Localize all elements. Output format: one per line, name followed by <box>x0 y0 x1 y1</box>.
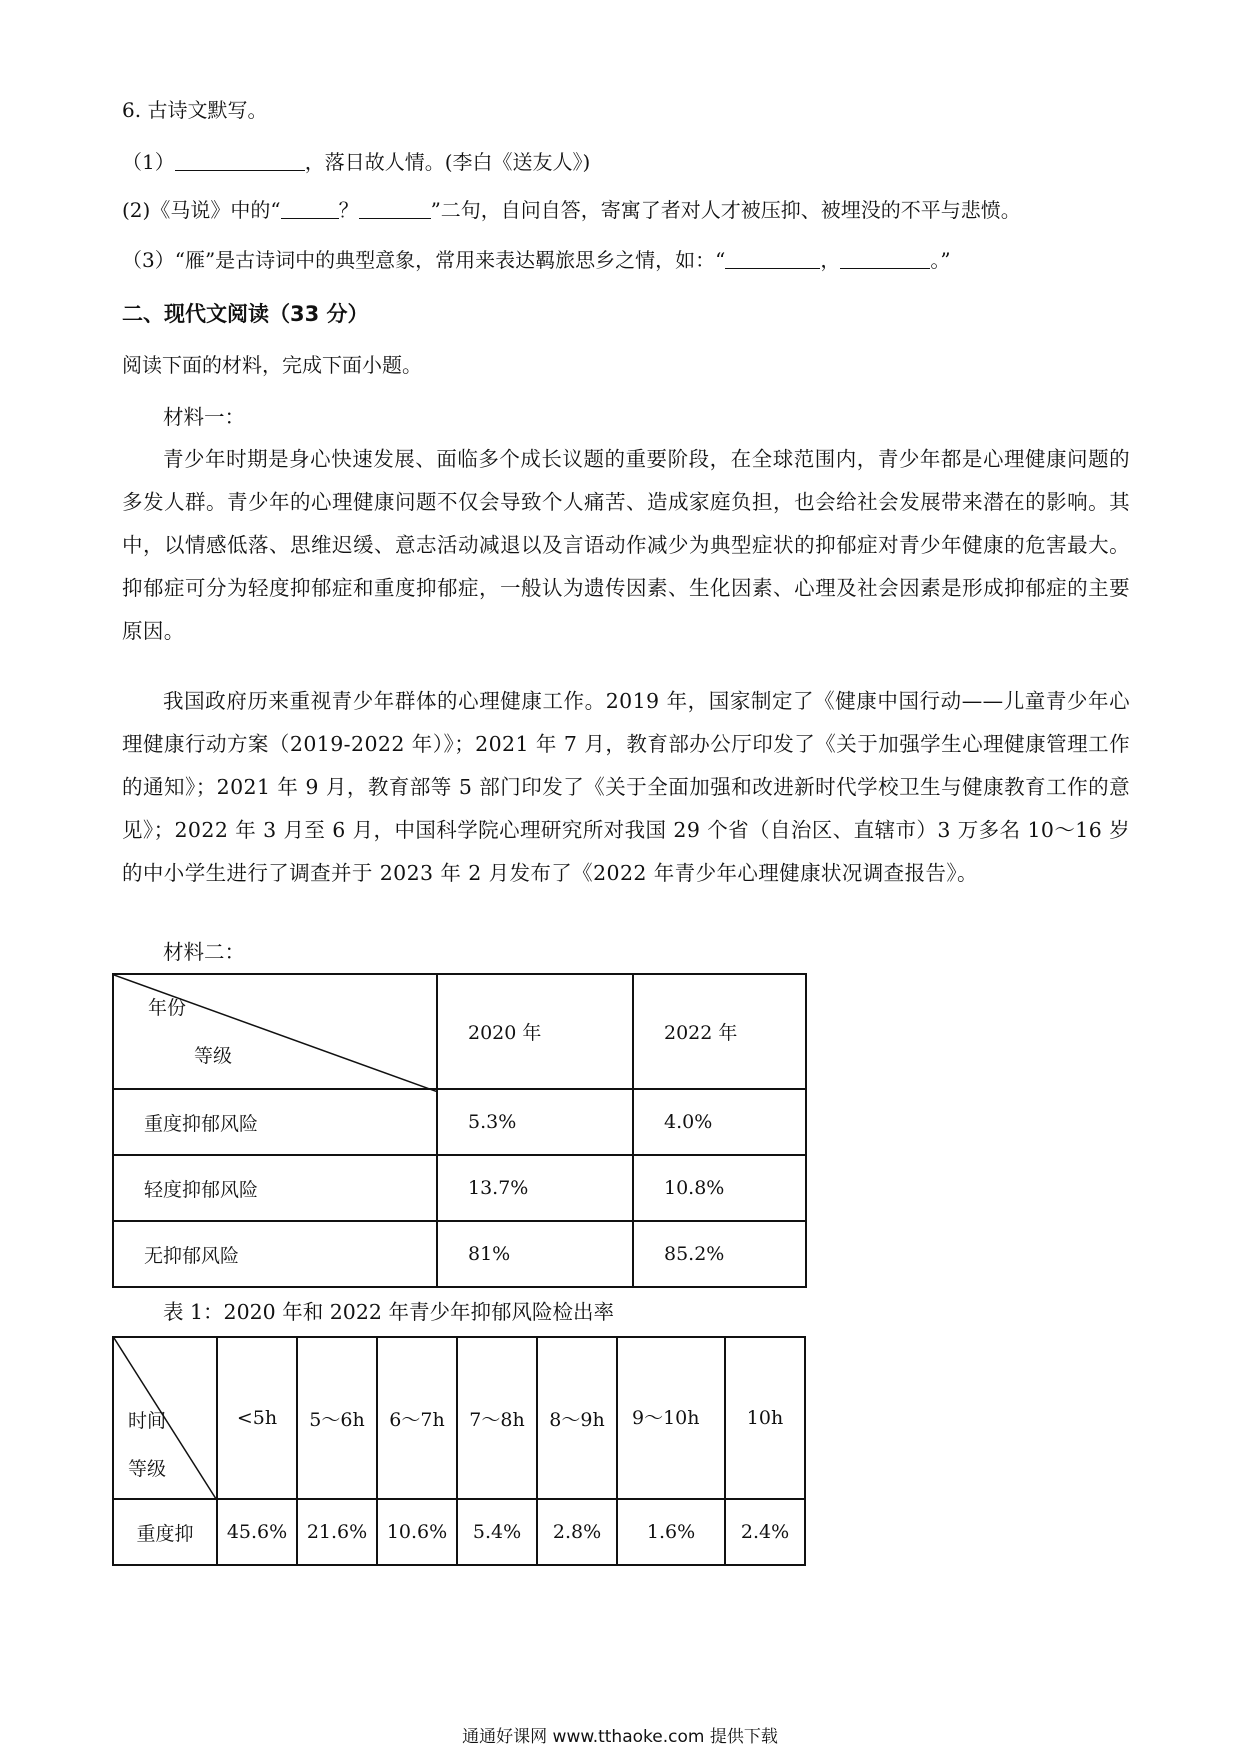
table-cell: 4.0% <box>633 1089 806 1155</box>
q6-item-3-text-c: 。” <box>930 248 951 272</box>
answer-blank <box>359 198 431 219</box>
table-row <box>113 1221 806 1287</box>
material-1-paragraph-2: 我国政府历来重视青少年群体的心理健康工作。2019 年，国家制定了《健康中国行动——儿童青少年心理健康行动方案（2019-2022 年）》；2021 年 7 月，教育部办公厅印发了《关于加强学生心理健康管理工作的通知》；2021 年 9 月，教育部等 5 部门印发了《关于全面加强和改进新时代学校卫生与健康教育工作的意见》；2022 年 3 月至 6 月，中国科学院心理研究所对我国 29 个省（自治区、直辖市）3 万多名 10～16 岁的中小学生进行了调查并于 2023 年 2 月发布了《2022 年青少年心理健康状况调查报告》。 <box>122 689 1130 885</box>
table-cell: 2.4% <box>725 1499 805 1565</box>
table-cell: 10.6% <box>377 1499 457 1565</box>
row-label: 无抑郁风险 <box>113 1221 437 1287</box>
q6-item-2 <box>122 196 1021 224</box>
table-cell: 21.6% <box>297 1499 377 1565</box>
q6-item-3 <box>122 246 951 274</box>
answer-blank <box>281 198 339 219</box>
table-cell: 5.4% <box>457 1499 537 1565</box>
corner-label-top: 年份 <box>148 997 187 1019</box>
corner-label-bottom: 等级 <box>194 1045 233 1067</box>
table-cell: 2.8% <box>537 1499 617 1565</box>
corner-label-bottom: 等级 <box>128 1458 167 1480</box>
table-row <box>113 1499 805 1565</box>
material-2-label: 材料二： <box>163 940 245 964</box>
answer-blank <box>175 150 305 171</box>
row-label: 重度抑 <box>113 1499 217 1565</box>
table-cell: 10.8% <box>633 1155 806 1221</box>
table-1-caption: 表 1：2020 年和 2022 年青少年抑郁风险检出率 <box>163 1300 614 1324</box>
material-1-label: 材料一： <box>163 405 245 429</box>
q6-item-3-text-b: ， <box>820 248 841 272</box>
column-header: 2020 年 <box>437 974 633 1089</box>
q6-item-1-number: （1） <box>122 150 175 174</box>
q6-item-2-text-b: ？ <box>338 198 359 222</box>
answer-blank <box>840 248 930 269</box>
row-label: 重度抑郁风险 <box>113 1089 437 1155</box>
table-header-row <box>113 974 806 1089</box>
q6-item-2-text-c: ”二句，自问自答，寄寓了者对人才被压抑、被埋没的不平与悲愤。 <box>430 198 1021 222</box>
table-corner-cell <box>113 1337 217 1499</box>
column-header: 6～7h <box>377 1337 457 1499</box>
table-cell: 13.7% <box>437 1155 633 1221</box>
section-heading: 二、现代文阅读（33 分） <box>122 302 369 326</box>
table-cell: 81% <box>437 1221 633 1287</box>
column-header: <5h <box>217 1337 297 1499</box>
section-instruction: 阅读下面的材料，完成下面小题。 <box>122 353 422 377</box>
column-header: 8～9h <box>537 1337 617 1499</box>
table-cell: 85.2% <box>633 1221 806 1287</box>
depression-risk-table <box>112 973 807 1288</box>
q6-item-1-text: ，落日故人情。(李白《送友人》) <box>304 150 591 174</box>
table-cell: 45.6% <box>217 1499 297 1565</box>
table-cell: 1.6% <box>617 1499 725 1565</box>
table-row <box>113 1155 806 1221</box>
table-row <box>113 1089 806 1155</box>
q6-item-1 <box>122 148 590 176</box>
page-footer: 通通好课网 www.tthaoke.com 提供下载 <box>462 1727 778 1747</box>
column-header: 7～8h <box>457 1337 537 1499</box>
column-header: 10h <box>725 1337 805 1499</box>
column-header: 9～10h <box>617 1337 725 1499</box>
table-header-row <box>113 1337 805 1499</box>
answer-blank <box>725 248 820 269</box>
sleep-time-table <box>112 1336 806 1566</box>
column-header: 2022 年 <box>633 974 806 1089</box>
q6-item-3-text-a: （3）“雁”是古诗词中的典型意象，常用来表达羁旅思乡之情，如：“ <box>122 248 726 272</box>
row-label: 轻度抑郁风险 <box>113 1155 437 1221</box>
material-1-paragraph-1: 青少年时期是身心快速发展、面临多个成长议题的重要阶段，在全球范围内，青少年都是心理健康问题的多发人群。青少年的心理健康问题不仅会导致个人痛苦、造成家庭负担，也会给社会发展带来潜在的影响。其中，以情感低落、思维迟缓、意志活动减退以及言语动作减少为典型症状的抑郁症对青少年健康的危害最大。抑郁症可分为轻度抑郁症和重度抑郁症，一般认为遗传因素、生化因素、心理及社会因素是形成抑郁症的主要原因。 <box>122 447 1130 643</box>
q6-item-2-text-a: (2)《马说》中的“ <box>122 198 281 222</box>
corner-label-top: 时间 <box>128 1410 167 1432</box>
table-corner-cell <box>113 974 437 1089</box>
column-header: 5～6h <box>297 1337 377 1499</box>
table-cell: 5.3% <box>437 1089 633 1155</box>
q6-title: 6. 古诗文默写。 <box>122 98 268 122</box>
